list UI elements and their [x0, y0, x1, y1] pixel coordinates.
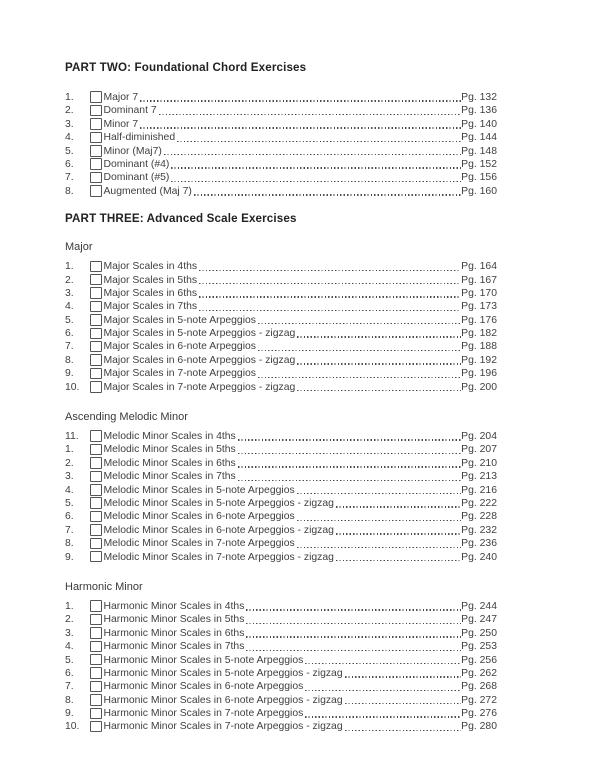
toc-row — [65, 185, 497, 198]
row-page-number: Pg. 216 — [461, 484, 497, 496]
row-number: 11. — [65, 431, 79, 443]
row-label: Harmonic Minor Scales in 5-note Arpeggios - zigzag — [103, 667, 343, 679]
row-label: Melodic Minor Scales in 4ths — [103, 431, 236, 443]
row-number: 4. — [65, 641, 74, 653]
row-label: Melodic Minor Scales in 6-note Arpeggios — [103, 511, 295, 523]
row-page-number: Pg. 222 — [461, 497, 497, 509]
row-number: 6. — [65, 158, 74, 170]
row-number: 7. — [65, 172, 74, 184]
toc-row — [65, 91, 497, 104]
row-label: Major Scales in 7ths — [103, 301, 198, 313]
group-subheading: Ascending Melodic Minor — [65, 411, 188, 424]
row-page-number: Pg. 152 — [461, 158, 497, 170]
toc-row — [65, 287, 497, 300]
checkbox-unchecked-icon[interactable] — [90, 354, 102, 366]
dot-leader — [297, 547, 462, 548]
checkbox-unchecked-icon[interactable] — [90, 185, 102, 197]
checkbox-unchecked-icon[interactable] — [90, 341, 102, 353]
row-page-number: Pg. 244 — [461, 600, 497, 612]
toc-row — [65, 510, 497, 523]
dot-leader — [336, 533, 461, 534]
toc-row — [65, 314, 497, 327]
dot-leader — [297, 520, 462, 521]
checkbox-unchecked-icon[interactable] — [90, 105, 102, 117]
row-page-number: Pg. 204 — [461, 431, 497, 443]
toc-row — [65, 667, 497, 680]
row-number: 2. — [65, 614, 74, 626]
toc-row — [65, 300, 497, 313]
row-label: Harmonic Minor Scales in 5ths — [103, 614, 245, 626]
toc-row — [65, 260, 497, 273]
dot-leader — [246, 609, 461, 610]
row-number: 2. — [65, 105, 74, 117]
row-number: 10. — [65, 381, 80, 393]
row-number: 7. — [65, 681, 74, 693]
row-page-number: Pg. 136 — [461, 105, 497, 117]
row-page-number: Pg. 196 — [461, 368, 497, 380]
checkbox-unchecked-icon[interactable] — [90, 551, 102, 563]
checkbox-unchecked-icon[interactable] — [90, 524, 102, 536]
row-page-number: Pg. 156 — [461, 172, 497, 184]
row-page-number: Pg. 207 — [461, 444, 497, 456]
row-page-number: Pg. 213 — [461, 471, 497, 483]
row-label: Augmented (Maj 7) — [103, 185, 192, 197]
toc-row — [65, 470, 497, 483]
checkbox-unchecked-icon[interactable] — [90, 314, 102, 326]
dot-leader — [199, 310, 461, 311]
row-label: Major 7 — [103, 92, 139, 103]
row-label: Harmonic Minor Scales in 4ths — [103, 600, 245, 612]
dot-leader — [238, 480, 461, 481]
row-page-number: Pg. 170 — [461, 287, 497, 299]
dot-leader — [297, 363, 461, 364]
row-page-number: Pg. 247 — [461, 614, 497, 626]
toc-row — [65, 551, 497, 564]
toc-row — [65, 707, 497, 720]
row-page-number: Pg. 232 — [461, 524, 497, 536]
row-label: Melodic Minor Scales in 5-note Arpeggios - zigzag — [103, 497, 334, 509]
row-number: 4. — [65, 301, 74, 313]
checkbox-unchecked-icon[interactable] — [90, 132, 102, 144]
toc-list — [65, 260, 497, 394]
checkbox-unchecked-icon[interactable] — [90, 430, 102, 442]
row-number: 8. — [65, 185, 74, 197]
toc-row — [65, 158, 497, 171]
toc-row — [65, 118, 497, 131]
row-number: 6. — [65, 511, 74, 523]
checkbox-unchecked-icon[interactable] — [90, 118, 102, 130]
dot-leader — [305, 716, 461, 717]
toc-row — [65, 694, 497, 707]
dot-leader — [171, 181, 461, 182]
toc-section — [65, 61, 497, 198]
checkbox-unchecked-icon[interactable] — [90, 600, 102, 612]
dot-leader — [297, 493, 462, 494]
row-number: 9. — [65, 368, 74, 380]
toc-row — [65, 497, 497, 510]
row-label: Harmonic Minor Scales in 6-note Arpeggios — [103, 681, 304, 693]
dot-leader — [238, 439, 461, 440]
section-groups — [65, 91, 497, 198]
checkbox-unchecked-icon[interactable] — [90, 538, 102, 550]
checkbox-unchecked-icon[interactable] — [90, 158, 102, 170]
toc-list — [65, 430, 497, 564]
toc-row — [65, 274, 497, 287]
row-number: 5. — [65, 654, 74, 666]
row-page-number: Pg. 173 — [461, 301, 497, 313]
row-page-number: Pg. 262 — [461, 667, 497, 679]
toc-row — [65, 484, 497, 497]
section-groups — [65, 241, 497, 734]
row-number: 3. — [65, 287, 74, 299]
row-number: 5. — [65, 497, 74, 509]
row-page-number: Pg. 132 — [461, 92, 497, 103]
row-number: 1. — [65, 92, 74, 103]
row-page-number: Pg. 182 — [461, 328, 497, 340]
row-label: Harmonic Minor Scales in 6-note Arpeggios - zigzag — [103, 694, 343, 706]
row-number: 8. — [65, 538, 74, 550]
dot-leader — [305, 690, 461, 691]
row-label: Major Scales in 5ths — [103, 274, 198, 286]
checkbox-unchecked-icon[interactable] — [90, 381, 102, 393]
dot-leader — [164, 154, 461, 155]
checkbox-unchecked-icon[interactable] — [90, 641, 102, 653]
toc-section — [65, 212, 497, 734]
dot-leader — [297, 336, 461, 337]
checkbox-unchecked-icon[interactable] — [90, 721, 102, 733]
toc-row — [65, 640, 497, 653]
row-label: Major Scales in 6ths — [103, 287, 198, 299]
row-page-number: Pg. 176 — [461, 314, 497, 326]
row-page-number: Pg. 268 — [461, 681, 497, 693]
dot-leader — [345, 676, 462, 677]
row-label: Melodic Minor Scales in 5-note Arpeggios — [103, 484, 295, 496]
row-page-number: Pg. 276 — [461, 708, 497, 720]
checkbox-unchecked-icon[interactable] — [90, 708, 102, 720]
row-page-number: Pg. 140 — [461, 118, 497, 130]
checkbox-unchecked-icon[interactable] — [90, 511, 102, 523]
row-label: Harmonic Minor Scales in 7-note Arpeggios — [103, 708, 304, 720]
row-page-number: Pg. 164 — [461, 261, 497, 273]
row-label: Melodic Minor Scales in 5ths — [103, 444, 236, 456]
dot-leader — [238, 466, 461, 467]
row-label: Dominant (#4) — [103, 158, 170, 170]
dot-leader — [199, 270, 461, 271]
checkbox-unchecked-icon[interactable] — [90, 457, 102, 469]
checkbox-unchecked-icon[interactable] — [90, 681, 102, 693]
row-number: 3. — [65, 627, 74, 639]
group-subheading: Major — [65, 241, 93, 254]
toc-list — [65, 600, 497, 734]
dot-leader — [194, 194, 461, 195]
row-page-number: Pg. 256 — [461, 654, 497, 666]
row-label: Melodic Minor Scales in 7ths — [103, 471, 236, 483]
row-number: 3. — [65, 471, 74, 483]
row-label: Major Scales in 5-note Arpeggios - zigzag — [103, 328, 296, 340]
row-page-number: Pg. 253 — [461, 641, 497, 653]
row-number: 1. — [65, 261, 74, 273]
row-label: Melodic Minor Scales in 7-note Arpeggios — [103, 538, 295, 550]
row-number: 4. — [65, 484, 74, 496]
toc-row — [65, 613, 497, 626]
toc-row — [65, 327, 497, 340]
dot-leader — [297, 390, 461, 391]
row-number: 7. — [65, 524, 74, 536]
toc-row — [65, 537, 497, 550]
checkbox-unchecked-icon[interactable] — [90, 274, 102, 286]
row-number: 9. — [65, 708, 74, 720]
row-number: 6. — [65, 667, 74, 679]
dot-leader — [258, 350, 461, 351]
checkbox-unchecked-icon[interactable] — [90, 172, 102, 184]
dot-leader — [258, 377, 461, 378]
row-number: 7. — [65, 341, 74, 353]
row-number: 1. — [65, 444, 74, 456]
toc-group — [65, 241, 497, 394]
checkbox-unchecked-icon[interactable] — [90, 91, 102, 103]
checkbox-unchecked-icon[interactable] — [90, 444, 102, 456]
checkbox-unchecked-icon[interactable] — [90, 287, 102, 299]
row-number: 2. — [65, 457, 74, 469]
row-page-number: Pg. 160 — [461, 185, 497, 197]
row-page-number: Pg. 228 — [461, 511, 497, 523]
dot-leader — [258, 323, 461, 324]
checkbox-unchecked-icon[interactable] — [90, 301, 102, 313]
section-heading: PART TWO: Foundational Chord Exercises — [65, 61, 307, 74]
row-number: 5. — [65, 145, 74, 157]
dot-leader — [177, 141, 461, 142]
dot-leader — [246, 623, 461, 624]
row-label: Melodic Minor Scales in 6-note Arpeggios - zigzag — [103, 524, 334, 536]
row-label: Dominant (#5) — [103, 172, 170, 184]
dot-leader — [246, 636, 461, 637]
row-label: Harmonic Minor Scales in 5-note Arpeggios — [103, 654, 304, 666]
toc-row — [65, 367, 497, 380]
toc-row — [65, 627, 497, 640]
checkbox-unchecked-icon[interactable] — [90, 368, 102, 380]
dot-leader — [159, 114, 462, 115]
checkbox-unchecked-icon[interactable] — [90, 694, 102, 706]
toc-row — [65, 430, 497, 443]
row-page-number: Pg. 144 — [461, 132, 497, 144]
checkbox-unchecked-icon[interactable] — [90, 145, 102, 157]
checkbox-unchecked-icon[interactable] — [90, 261, 102, 273]
checkbox-unchecked-icon[interactable] — [90, 667, 102, 679]
row-page-number: Pg. 272 — [461, 694, 497, 706]
toc-row — [65, 171, 497, 184]
row-label: Melodic Minor Scales in 6ths — [103, 457, 236, 469]
row-number: 5. — [65, 314, 74, 326]
dot-leader — [171, 167, 461, 168]
row-label: Half-diminished — [103, 132, 176, 144]
row-label: Minor 7 — [103, 118, 139, 130]
row-page-number: Pg. 148 — [461, 145, 497, 157]
dot-leader — [199, 296, 461, 297]
row-label: Major Scales in 4ths — [103, 261, 198, 273]
row-page-number: Pg. 210 — [461, 457, 497, 469]
toc-row — [65, 720, 497, 733]
row-page-number: Pg. 250 — [461, 627, 497, 639]
row-number: 8. — [65, 694, 74, 706]
toc-row — [65, 354, 497, 367]
row-label: Melodic Minor Scales in 7-note Arpeggios - zigzag — [103, 551, 334, 563]
dot-leader — [345, 730, 462, 731]
checkbox-unchecked-icon[interactable] — [90, 497, 102, 509]
row-number: 6. — [65, 328, 74, 340]
toc-group — [65, 91, 497, 198]
dot-leader — [199, 283, 461, 284]
row-label: Harmonic Minor Scales in 6ths — [103, 627, 245, 639]
row-label: Harmonic Minor Scales in 7ths — [103, 641, 245, 653]
checkbox-unchecked-icon[interactable] — [90, 654, 102, 666]
row-number: 1. — [65, 600, 74, 612]
row-label: Major Scales in 7-note Arpeggios — [103, 368, 256, 380]
dot-leader — [345, 703, 462, 704]
dot-leader — [140, 127, 461, 128]
dot-leader — [336, 506, 461, 507]
toc-group — [65, 411, 497, 564]
row-label: Dominant 7 — [103, 105, 157, 117]
row-label: Major Scales in 6-note Arpeggios - zigzag — [103, 354, 296, 366]
toc-group — [65, 581, 497, 734]
dot-leader — [336, 560, 461, 561]
checkbox-unchecked-icon[interactable] — [90, 614, 102, 626]
row-page-number: Pg. 167 — [461, 274, 497, 286]
toc-row — [65, 145, 497, 158]
row-number: 4. — [65, 132, 74, 144]
toc-row — [65, 600, 497, 613]
row-number: 2. — [65, 274, 74, 286]
row-page-number: Pg. 280 — [461, 721, 497, 733]
dot-leader — [140, 100, 461, 101]
row-label: Minor (Maj7) — [103, 145, 162, 157]
toc-row — [65, 654, 497, 667]
checkbox-unchecked-icon[interactable] — [90, 627, 102, 639]
row-number: 10. — [65, 721, 80, 733]
toc-row — [65, 340, 497, 353]
row-page-number: Pg. 188 — [461, 341, 497, 353]
checkbox-unchecked-icon[interactable] — [90, 471, 102, 483]
row-label: Major Scales in 7-note Arpeggios - zigzag — [103, 381, 296, 393]
toc-row — [65, 457, 497, 470]
row-number: 9. — [65, 551, 74, 563]
dot-leader — [305, 663, 461, 664]
group-subheading: Harmonic Minor — [65, 580, 143, 593]
row-number: 8. — [65, 354, 74, 366]
dot-leader — [238, 453, 461, 454]
section-heading: PART THREE: Advanced Scale Exercises — [65, 212, 297, 226]
checkbox-unchecked-icon[interactable] — [90, 484, 102, 496]
toc-list — [65, 91, 497, 198]
dot-leader — [246, 650, 461, 651]
toc-row — [65, 381, 497, 394]
row-label: Major Scales in 5-note Arpeggios — [103, 314, 256, 326]
row-number: 3. — [65, 118, 74, 130]
checkbox-unchecked-icon[interactable] — [90, 328, 102, 340]
row-page-number: Pg. 236 — [461, 538, 497, 550]
row-page-number: Pg. 240 — [461, 551, 497, 563]
toc-row — [65, 104, 497, 117]
row-label: Major Scales in 6-note Arpeggios — [103, 341, 256, 353]
row-label: Harmonic Minor Scales in 7-note Arpeggios - zigzag — [103, 721, 343, 733]
toc-row — [65, 524, 497, 537]
row-page-number: Pg. 192 — [461, 354, 497, 366]
row-page-number: Pg. 200 — [461, 381, 497, 393]
toc-row — [65, 680, 497, 693]
toc-row — [65, 131, 497, 144]
toc-row — [65, 443, 497, 456]
